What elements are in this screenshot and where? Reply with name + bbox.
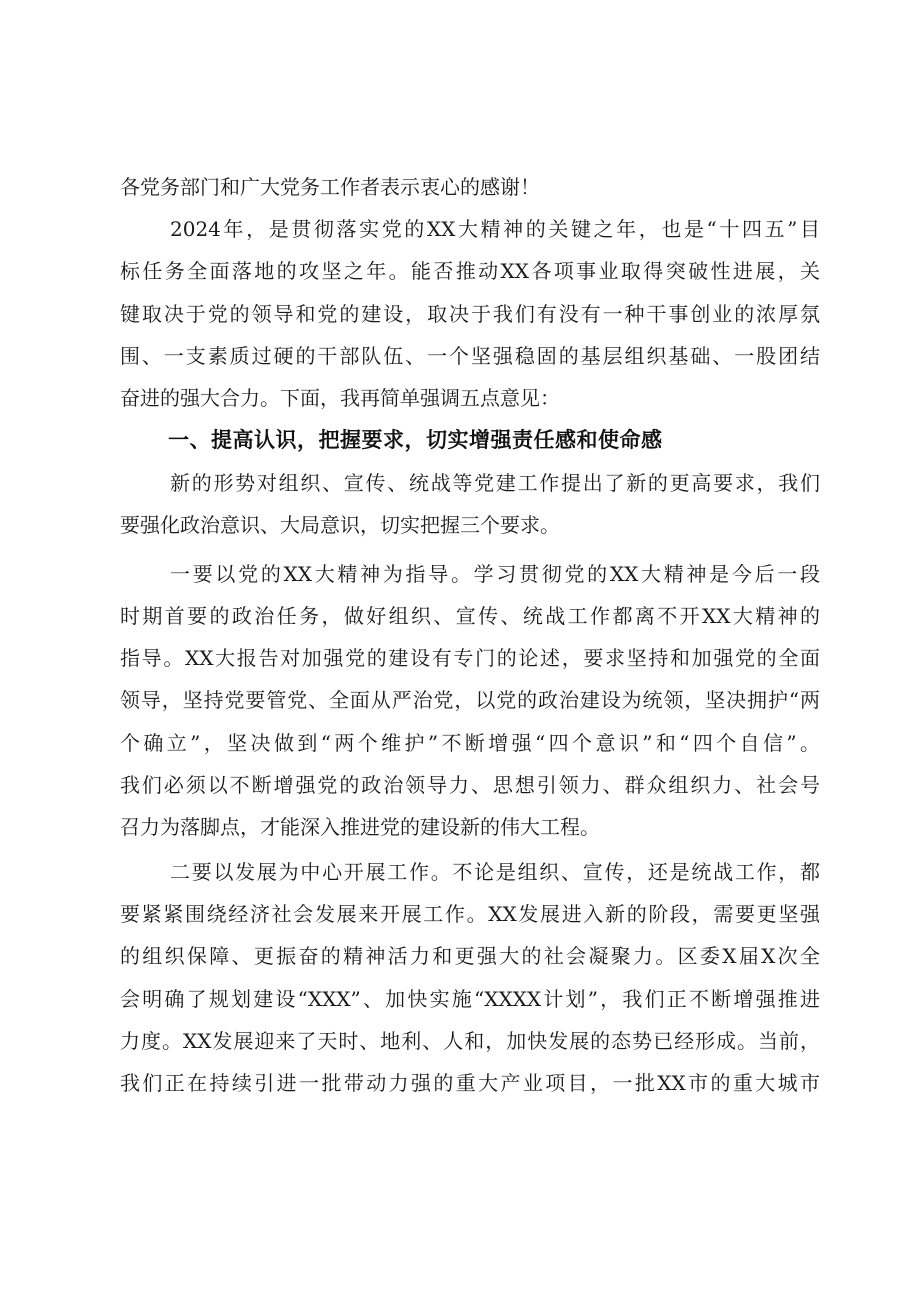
text-line: 会明确了规划建设“XXX”、加快实施“XXXX计划”，我们正不断增强推进 <box>120 987 820 1011</box>
text-line: 二要以发展为中心开展工作。不论是组织、宣传，还是统战工作，都 <box>170 860 820 884</box>
text-line: 我们必须以不断增强党的政治领导力、思想引领力、群众组织力、社会号 <box>120 773 820 797</box>
text-line: 围、一支素质过硬的干部队伍、一个坚强稳固的基层组织基础、一股团结 <box>120 344 820 368</box>
text-line: 时期首要的政治任务，做好组织、宣传、统战工作都离不开XX大精神的 <box>120 604 820 628</box>
text-line: 个确立”，坚决做到“两个维护”不断增强“四个意识”和“四个自信”。 <box>120 731 820 755</box>
text-line: 召力为落脚点，才能深入推进党的建设新的伟大工程。 <box>120 815 600 839</box>
text-line: 领导，坚持党要管党、全面从严治党，以党的政治建设为统领，坚决拥护“两 <box>120 688 820 712</box>
text-line: 要紧紧围绕经济社会发展来开展工作。XX发展进入新的阶段，需要更坚强 <box>120 902 820 926</box>
section-heading: 一、提高认识，把握要求，切实增强责任感和使命感 <box>168 428 663 452</box>
text-line: 各党务部门和广大党务工作者表示衷心的感谢！ <box>120 175 540 199</box>
text-line: 的组织保障、更振奋的精神活力和更强大的社会凝聚力。区委X届X次全 <box>120 944 820 968</box>
text-line: 我们正在持续引进一批带动力强的重大产业项目，一批XX市的重大城市 <box>120 1071 820 1095</box>
text-line: 指导。XX大报告对加强党的建设有专门的论述，要求坚持和加强党的全面 <box>120 646 820 670</box>
text-line: 标任务全面落地的攻坚之年。能否推动XX各项事业取得突破性进展，关 <box>120 259 820 283</box>
text-line: 一要以党的XX大精神为指导。学习贯彻党的XX大精神是今后一段 <box>170 562 820 586</box>
text-line: 要强化政治意识、大局意识，切实把握三个要求。 <box>120 513 560 537</box>
text-line: 新的形势对组织、宣传、统战等党建工作提出了新的更高要求，我们 <box>170 471 820 495</box>
text-line: 键取决于党的领导和党的建设，取决于我们有没有一种干事创业的浓厚氛 <box>120 302 820 326</box>
text-line: 力度。XX发展迎来了天时、地利、人和，加快发展的态势已经形成。当前， <box>120 1029 820 1053</box>
text-line: 2024年，是贯彻落实党的XX大精神的关键之年，也是“十四五”目 <box>170 217 820 241</box>
text-line: 奋进的强大合力。下面，我再简单强调五点意见： <box>120 386 560 410</box>
